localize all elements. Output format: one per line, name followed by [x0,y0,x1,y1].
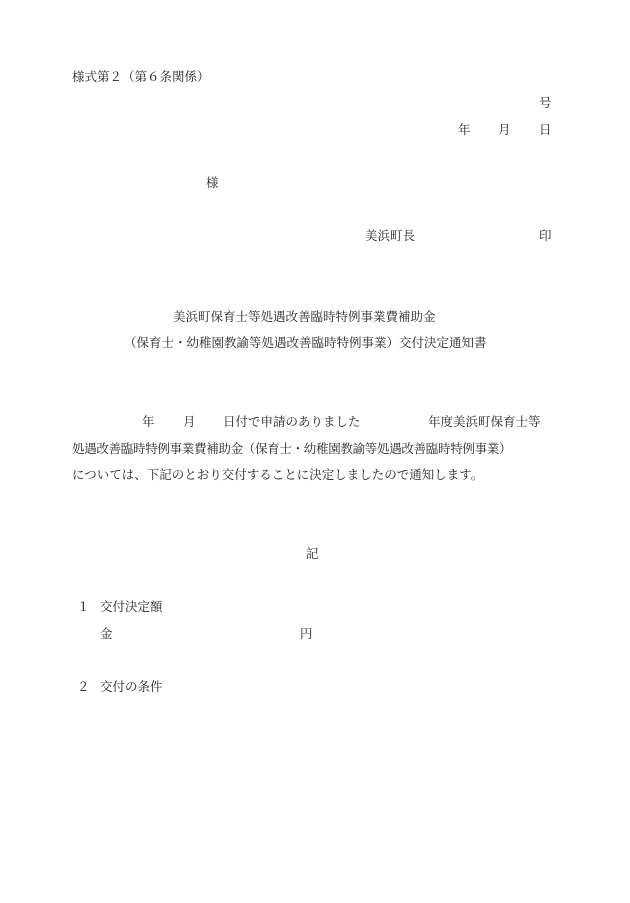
item-2-label: 交付の条件 [100,679,163,694]
body-line2: 処遇改善臨時特例事業費補助金（保育士・幼稚園教諭等処遇改善臨時特例事業） [72,441,512,456]
document-title-line2: （保育士・幼稚園教諭等処遇改善臨時特例事業）交付決定通知書 [124,335,487,350]
item-1-number: １ [77,599,90,614]
sender-title: 美浜町長 [365,228,416,243]
seal-mark: 印 [539,228,552,243]
body-line1-end: 年度美浜町保育士等 [428,414,541,429]
date-day: 日 [539,122,552,137]
date-month: 月 [498,122,511,137]
body-line3: については、下記のとおり交付することに決定しましたので通知します。 [72,467,484,482]
body-month: 月 [183,414,196,429]
item-1-label: 交付決定額 [100,599,163,614]
document-number-suffix: 号 [539,95,552,110]
item-2-number: ２ [77,679,90,694]
item-1-amount-suffix: 円 [300,626,313,641]
ki-heading: 記 [306,546,319,561]
body-year: 年 [142,414,155,429]
addressee-suffix: 様 [206,175,219,190]
date-year: 年 [458,122,471,137]
body-date-suffix: 日付で申請のありました [223,414,361,429]
form-label: 様式第２（第６条関係） [72,69,210,84]
item-1-amount-prefix: 金 [100,626,113,641]
document-title-line1: 美浜町保育士等処遇改善臨時特例事業費補助金 [173,309,436,324]
